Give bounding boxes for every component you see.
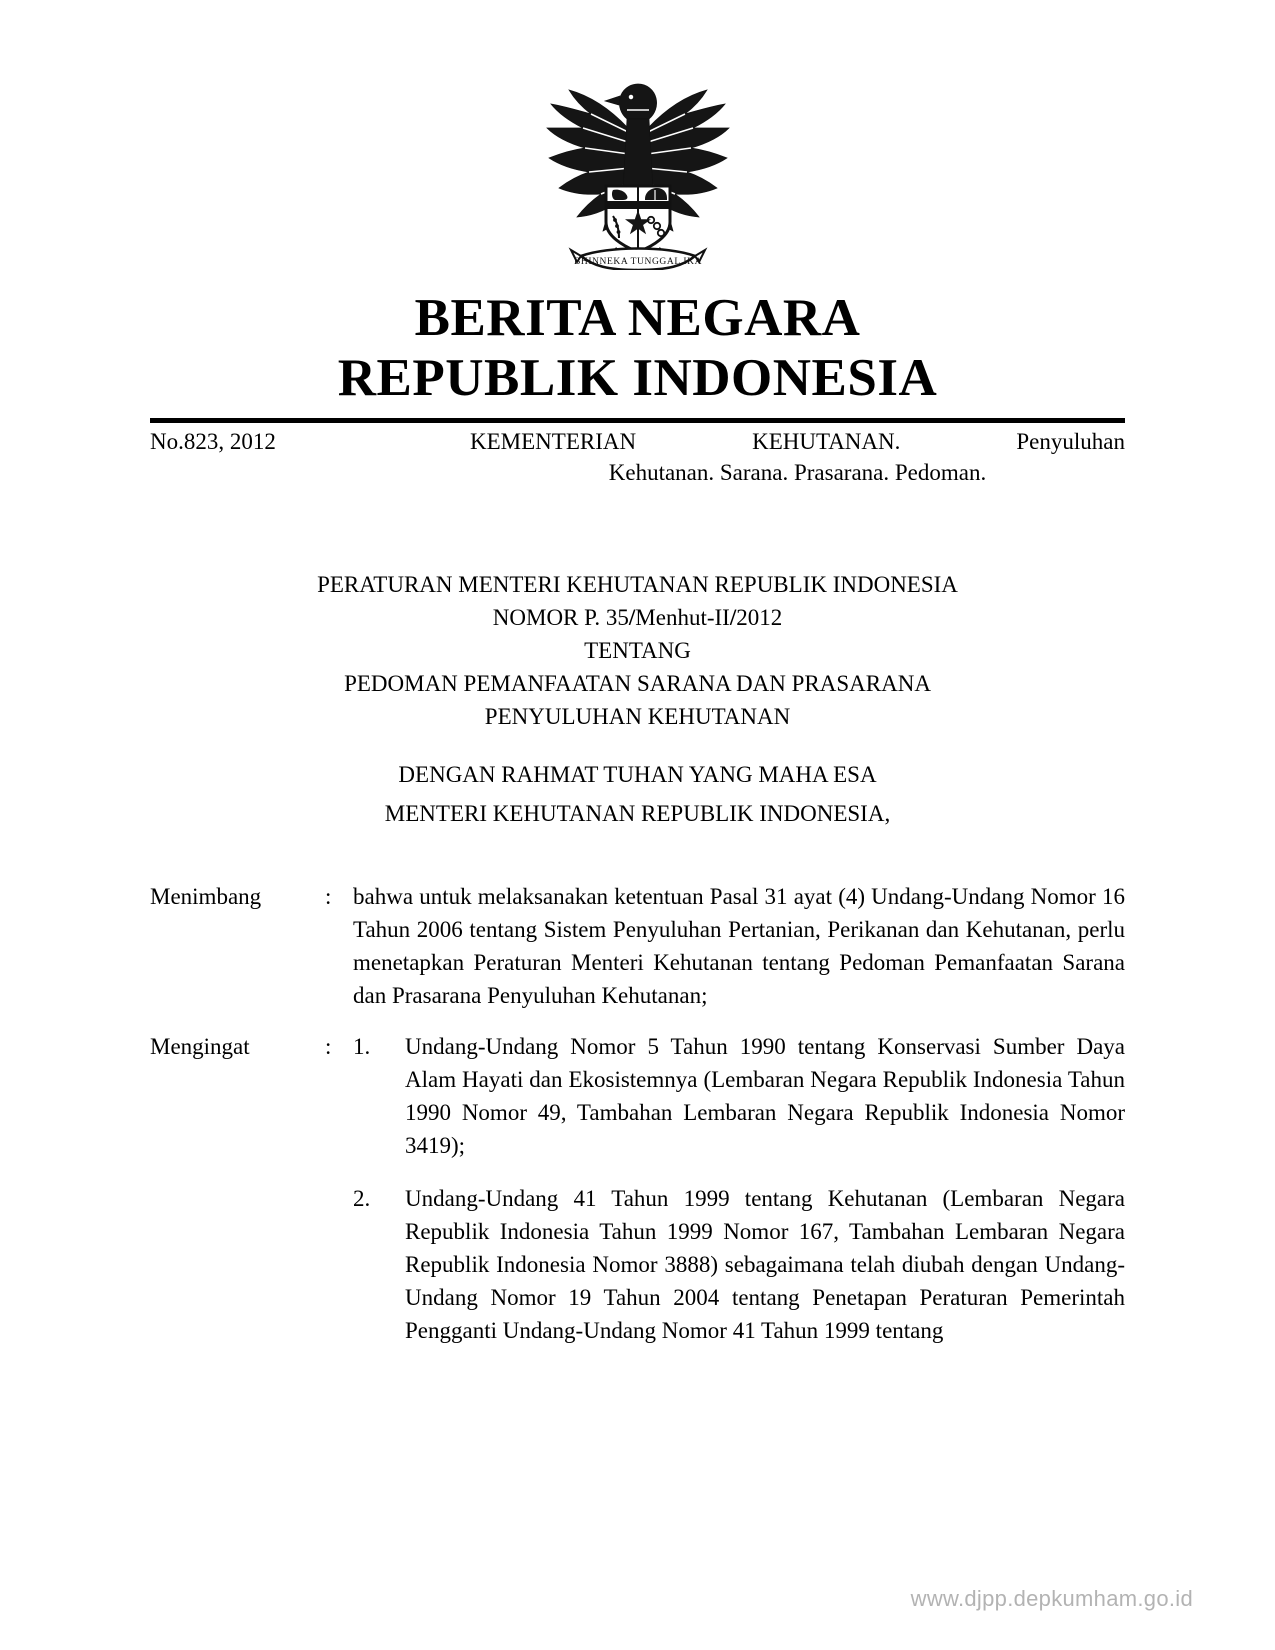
footer-watermark: www.djpp.depkumham.go.id: [910, 1586, 1193, 1611]
clause-menimbang-body: bahwa untuk melaksanakan ketentuan Pasal 31 ayat (4) Undang-Undang Nomor 16 Tahun 2006 tentang Sistem Penyuluhan Pertanian, Perikanan dan Kehutanan, perlu menetapkan Peraturan Menteri Kehutanan tentang Pedoman Pemanfaatan Sarana dan Prasarana Penyuluhan Kehutanan;: [353, 884, 1125, 1008]
regulation-number-mid: Menhut-II: [635, 605, 730, 630]
regulation-number-year: 2012: [736, 605, 783, 630]
emblem-container: [0, 70, 1275, 270]
regulation-number-separator-2: /: [729, 605, 737, 630]
clause-mengingat: [150, 1030, 1125, 1347]
list-item: [353, 1030, 1125, 1162]
clause-menimbang-colon: :: [325, 884, 332, 909]
issue-header-row: [150, 426, 1125, 488]
clause-mengingat-colon: :: [325, 1034, 332, 1059]
regulation-number-separator-1: /: [628, 605, 636, 630]
clause-mengingat-body: [353, 1030, 1125, 1347]
regulation-number-prefix: NOMOR P. 35: [492, 605, 629, 630]
list-item-marker: 1.: [353, 1034, 371, 1059]
clause-menimbang-label: Menimbang: [150, 884, 262, 909]
list-item: [353, 1182, 1125, 1347]
list-item-text: Undang-Undang 41 Tahun 1999 tentang Kehutanan (Lembaran Negara Republik Indonesia Tahun 1999 Nomor 167, Tambahan Lembaran Negara Republik Indonesia Nomor 3888) sebagaimana telah diubah dengan Undang-Undang Nomor 19 Tahun 2004 tentang Penetapan Peraturan Pemerintah Pengganti Undang-Undang Nomor 41 Tahun 1999 tentang: [405, 1186, 1125, 1343]
invocation-line-1: DENGAN RAHMAT TUHAN YANG MAHA ESA: [398, 762, 877, 787]
regulation-title-line-1: PERATURAN MENTERI KEHUTANAN REPUBLIK INDONESIA: [317, 572, 958, 597]
masthead: [150, 288, 1125, 408]
invocation-line-2: MENTERI KEHUTANAN REPUBLIK INDONESIA,: [384, 801, 891, 826]
masthead-line-1: BERITA NEGARA: [414, 289, 861, 347]
garuda-pancasila-emblem: [533, 70, 743, 270]
clauses-section: [150, 880, 1125, 1365]
issue-subject-line-1: KEMENTERIAN KEHUTANAN. Penyuluhan: [470, 429, 1125, 454]
masthead-rule: [150, 418, 1125, 423]
issue-subject-line-2: Kehutanan. Sarana. Prasarana. Pedoman.: [608, 460, 987, 485]
issue-subject: [470, 426, 1125, 488]
svg-text:BHINNEKA TUNGGAL IKA: BHINNEKA TUNGGAL IKA: [573, 257, 702, 267]
clause-menimbang: [150, 880, 1125, 1012]
regulation-title-line-5: PENYULUHAN KEHUTANAN: [484, 704, 791, 729]
list-item-marker: 2.: [353, 1186, 371, 1211]
issue-number: No.823, 2012: [150, 429, 276, 454]
regulation-title-line-4: PEDOMAN PEMANFAATAN SARANA DAN PRASARANA: [344, 671, 931, 696]
regulation-tentang-label: TENTANG: [584, 638, 691, 663]
clause-mengingat-label: Mengingat: [150, 1034, 250, 1059]
regulation-title-block: [150, 568, 1125, 733]
regulation-number-line: [150, 601, 1125, 634]
list-item-text: Undang-Undang Nomor 5 Tahun 1990 tentang Konservasi Sumber Daya Alam Hayati dan Ekosistemnya (Lembaran Negara Republik Indonesia Tahun 1990 Nomor 49, Tambahan Lembaran Negara Republik Indonesia Nomor 3419);: [405, 1034, 1125, 1158]
invocation-block: [150, 755, 1125, 833]
masthead-line-2: REPUBLIK INDONESIA: [337, 349, 938, 407]
